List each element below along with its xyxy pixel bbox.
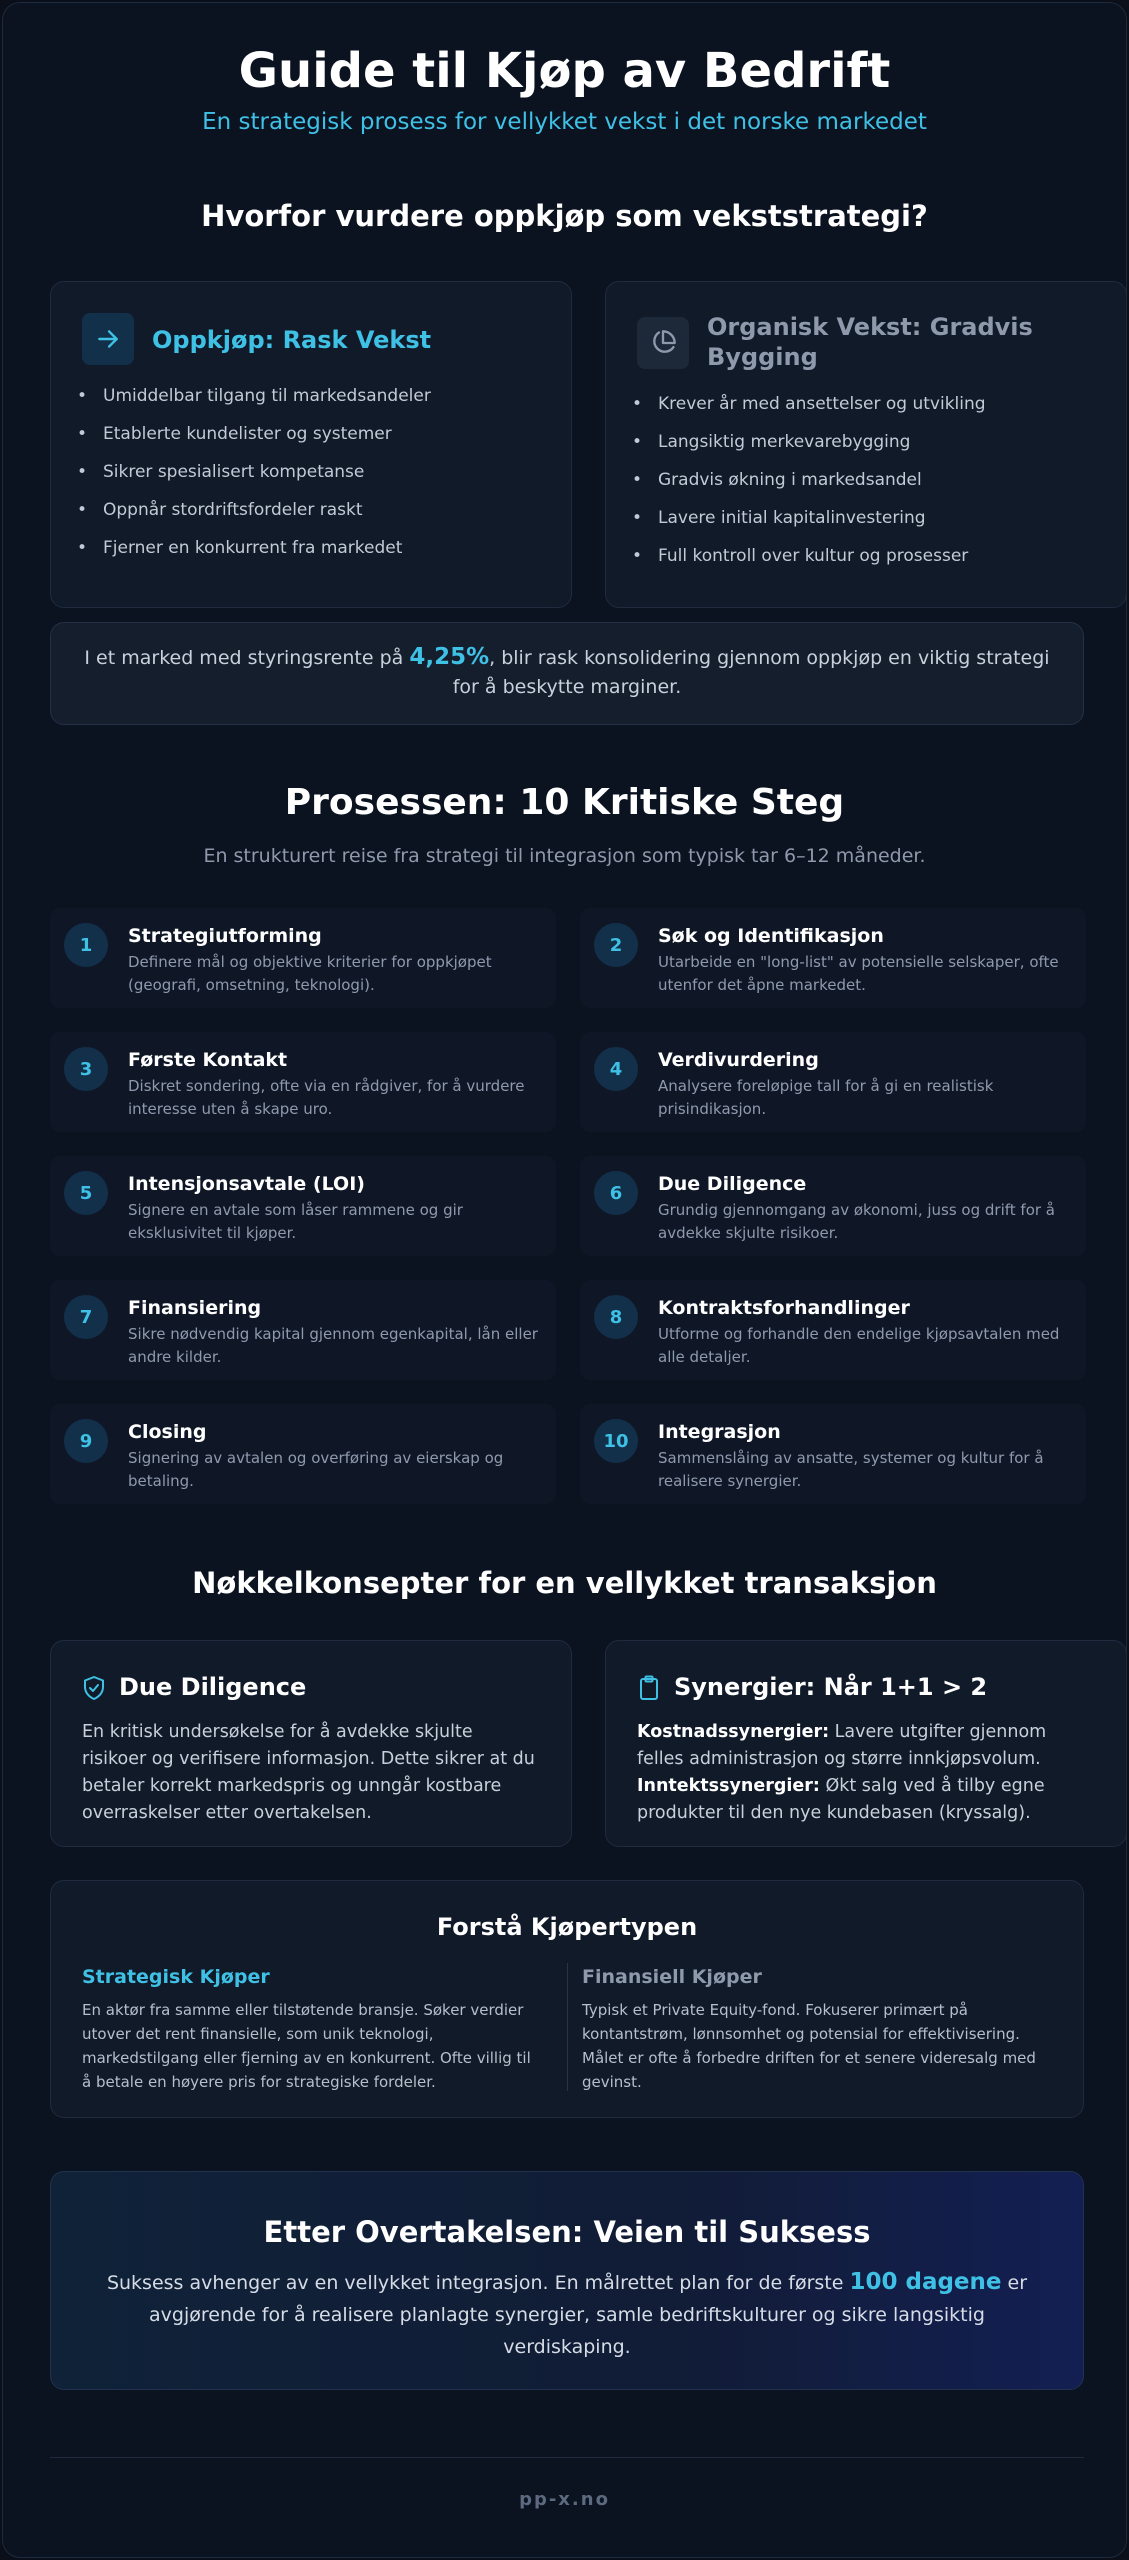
- organic-card: [605, 281, 1127, 608]
- step-description: Utarbeide en "long-list" av potensielle selskaper, ofte utenfor det åpne markedet.: [658, 953, 1059, 994]
- list-item: • Umiddelbar tilgang til markedsandeler: [77, 385, 431, 423]
- clipboard-icon: [637, 1675, 661, 1705]
- callout-text-before: I et marked med styringsrente på: [84, 647, 410, 669]
- strategic-buyer-text: En aktør fra samme eller tilstøtende bransje. Søker verdier utover det rent finansielle, som unik teknologi, markedstilgang eller fjerning av en konkurrent. Ofte villig til å betale en høyere pris for strategiske fordeler.: [82, 2001, 531, 2091]
- due-diligence-text: En kritisk undersøkelse for å avdekke skjulte risikoer og verifisere informasjon. Dette sikrer at du betaler korrekt markedspris og unngår kostbare overraskelser etter overtakelsen.: [82, 1722, 535, 1823]
- list-item: • Krever år med ansettelser og utvikling: [632, 393, 986, 431]
- step-number: 7: [64, 1295, 108, 1339]
- step-number: 1: [64, 923, 108, 967]
- acquisition-card: [50, 281, 572, 608]
- after-acquisition-banner: [50, 2171, 1084, 2390]
- after-text-before: Suksess avhenger av en vellykket integrasjon. En målrettet plan for de første: [106, 2272, 850, 2294]
- buyer-types-divider: [567, 1963, 568, 2091]
- financial-buyer-text: Typisk et Private Equity-fond. Fokuserer primært på kontantstrøm, lønnsomhet og potensial for effektivisering. Målet er ofte å forbedre driften for et senere videresalg med gevinst.: [582, 2001, 1036, 2091]
- cost-synergies-text: Lavere utgifter gjennom felles administrasjon og større innkjøpsvolum.: [637, 1722, 1047, 1769]
- organic-title: Organisk Vekst: Gradvis Bygging: [707, 313, 1033, 371]
- step-number: 5: [64, 1171, 108, 1215]
- concepts-section-title: Nøkkelkonsepter for en vellykket transaksjon: [192, 1566, 937, 1600]
- process-step: [50, 1280, 556, 1380]
- pie-chart-icon: [637, 317, 689, 369]
- step-title: Closing: [128, 1421, 207, 1443]
- arrow-right-icon: [82, 313, 134, 365]
- footer-divider: [50, 2457, 1084, 2458]
- process-step: [50, 1404, 556, 1504]
- step-description: Diskret sondering, ofte via en rådgiver, for å vurdere interesse uten å skape uro.: [128, 1077, 525, 1118]
- acquisition-list: [77, 385, 431, 575]
- strategic-buyer-title: Strategisk Kjøper: [82, 1966, 270, 1988]
- step-description: Signering av avtalen og overføring av eierskap og betaling.: [128, 1449, 504, 1490]
- list-item: • Gradvis økning i markedsandel: [632, 469, 986, 507]
- step-description: Signere en avtale som låser rammene og gir eksklusivitet til kjøper.: [128, 1201, 463, 1242]
- why-section-title: Hvorfor vurdere oppkjøp som vekststrategi?: [201, 199, 928, 233]
- step-title: Kontraktsforhandlinger: [658, 1297, 910, 1319]
- step-number: 2: [594, 923, 638, 967]
- revenue-synergies-label: Inntektssynergier:: [637, 1776, 820, 1796]
- due-diligence-card: [50, 1640, 572, 1847]
- step-number: 3: [64, 1047, 108, 1091]
- step-description: Grundig gjennomgang av økonomi, juss og drift for å avdekke skjulte risikoer.: [658, 1201, 1056, 1242]
- step-description: Definere mål og objektive kriterier for oppkjøpet (geografi, omsetning, teknologi).: [128, 953, 492, 994]
- acquisition-title: Oppkjøp: Rask Vekst: [152, 326, 432, 354]
- list-item: • Langsiktig merkevarebygging: [632, 431, 986, 469]
- step-description: Sammenslåing av ansatte, systemer og kultur for å realisere synergier.: [658, 1449, 1044, 1490]
- step-title: Strategiutforming: [128, 925, 322, 947]
- cost-synergies-label: Kostnadssynergier:: [637, 1722, 830, 1742]
- process-section-title: Prosessen: 10 Kritiske Steg: [284, 782, 845, 823]
- list-item: • Lavere initial kapitalinvestering: [632, 507, 986, 545]
- infographic-page: [2, 2, 1127, 2558]
- list-item: • Fjerner en konkurrent fra markedet: [77, 537, 431, 575]
- step-title: Søk og Identifikasjon: [658, 925, 884, 947]
- list-item: • Oppnår stordriftsfordeler raskt: [77, 499, 431, 537]
- synergies-card: [605, 1640, 1127, 1847]
- step-title: Verdivurdering: [658, 1049, 819, 1071]
- process-step: [580, 1156, 1086, 1256]
- step-number: 4: [594, 1047, 638, 1091]
- interest-rate-value: 4,25%: [409, 644, 490, 670]
- step-title: Første Kontakt: [128, 1049, 288, 1071]
- after-acquisition-text: [101, 2266, 1033, 2363]
- page-title: Guide til Kjøp av Bedrift: [238, 43, 891, 99]
- process-step: [580, 1280, 1086, 1380]
- list-item: • Sikrer spesialisert kompetanse: [77, 461, 431, 499]
- hundred-days-highlight: 100 dagene: [849, 2269, 1002, 2295]
- step-number: 9: [64, 1419, 108, 1463]
- revenue-synergies-text: Økt salg ved å tilby egne produkter til den nye kundebasen (kryssalg).: [637, 1776, 1045, 1823]
- after-acquisition-title: Etter Overtakelsen: Veien til Suksess: [263, 2215, 871, 2249]
- step-title: Intensjonsavtale (LOI): [128, 1173, 365, 1195]
- financial-buyer-title: Finansiell Kjøper: [582, 1966, 762, 1988]
- buyer-types-card: [50, 1880, 1084, 2118]
- step-number: 8: [594, 1295, 638, 1339]
- step-number: 6: [594, 1171, 638, 1215]
- callout-text-after: , blir rask konsolidering gjennom oppkjøp en viktig strategi for å beskytte marginer.: [452, 647, 1050, 698]
- footer-site: pp-x.no: [519, 2489, 610, 2510]
- after-text-after: er avgjørende for å realisere planlagte synergier, samle bedriftskulturer og sikre langsiktig verdiskaping.: [149, 2272, 1028, 2358]
- process-step: [50, 1156, 556, 1256]
- page-subtitle: En strategisk prosess for vellykket vekst i det norske markedet: [202, 109, 927, 135]
- process-subtitle: En strukturert reise fra strategi til integrasjon som typisk tar 6–12 måneder.: [203, 845, 926, 867]
- organic-list: [632, 393, 986, 583]
- list-item: • Etablerte kundelister og systemer: [77, 423, 431, 461]
- step-description: Analysere foreløpige tall for å gi en realistisk prisindikasjon.: [658, 1077, 994, 1118]
- step-description: Utforme og forhandle den endelige kjøpsavtalen med alle detaljer.: [658, 1325, 1060, 1366]
- list-item: • Full kontroll over kultur og prosesser: [632, 545, 986, 583]
- step-description: Sikre nødvendig kapital gjennom egenkapital, lån eller andre kilder.: [128, 1325, 538, 1366]
- step-number: 10: [594, 1419, 638, 1463]
- shield-check-icon: [82, 1675, 106, 1705]
- process-step: [580, 1032, 1086, 1132]
- step-title: Due Diligence: [658, 1173, 807, 1195]
- synergies-text: [637, 1719, 1067, 1827]
- step-title: Finansiering: [128, 1297, 262, 1319]
- step-title: Integrasjon: [658, 1421, 781, 1443]
- process-step: [580, 1404, 1086, 1504]
- buyer-types-title: Forstå Kjøpertypen: [436, 1913, 698, 1941]
- process-step: [50, 1032, 556, 1132]
- interest-rate-callout: [50, 622, 1084, 725]
- synergies-title: Synergier: Når 1+1 > 2: [674, 1673, 988, 1701]
- due-diligence-title: Due Diligence: [119, 1673, 307, 1701]
- process-step: [50, 908, 556, 1008]
- process-step: [580, 908, 1086, 1008]
